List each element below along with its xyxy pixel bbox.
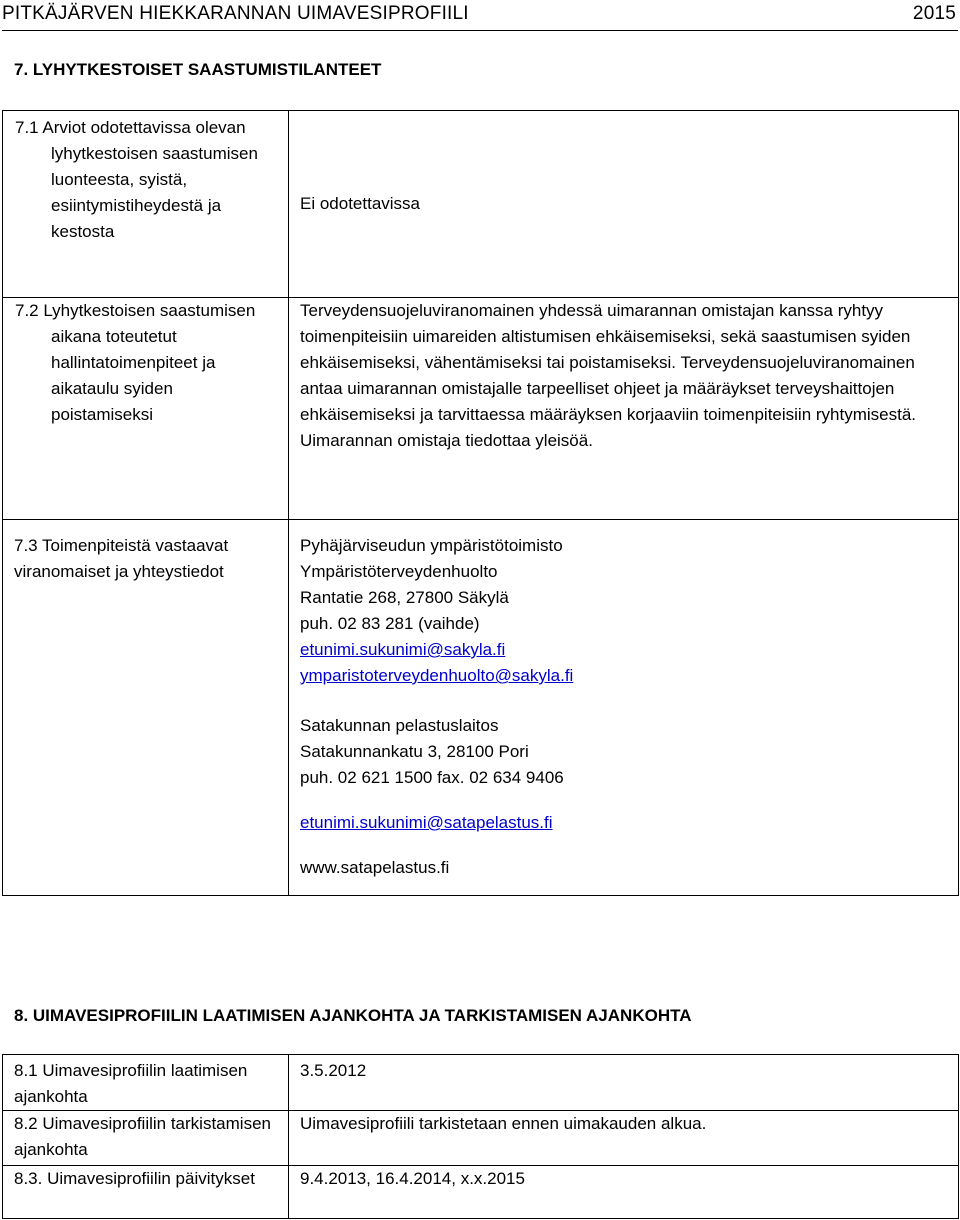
row-label-text: 7.1 Arviot odotettavissa olevan lyhytkestoisen saastumisen luonteesta, syistä, esiintymistiheydestä ja kestosta — [15, 118, 258, 241]
row-value-text: 3.5.2012 — [300, 1061, 367, 1080]
email-link-environment[interactable]: ymparistoterveydenhuolto@sakyla.fi — [300, 666, 574, 685]
row-label-7-1 — [3, 111, 289, 298]
table-row — [3, 111, 959, 298]
row-value-text: Terveydensuojeluviranomainen yhdessä uimarannan omistajan kanssa ryhtyy toimenpiteisiin uimareiden altistumisen ehkäisemiseksi, sekä saastumisen syiden ehkäisemiseksi, vähentämiseksi tai poistamiseksi. Terveydensuojeluviranomainen antaa uimarannan omistajalle tarpeelliset ohjeet ja määräykset terveyshaittojen ehkäisemiseksi ja tarvittaessa määräyksen korjaaviin toimenpiteisiin ryhtymisestä. Uimarannan omistaja tiedottaa yleisöä. — [300, 301, 917, 450]
row-value-text: 9.4.2013, 16.4.2014, x.x.2015 — [300, 1169, 525, 1188]
section-8-title: 8. UIMAVESIPROFIILIN LAATIMISEN AJANKOHTA JA TARKISTAMISEN AJANKOHTA — [14, 1006, 692, 1025]
row-label-text: 7.3 Toimenpiteistä vastaavat viranomaiset ja yhteystiedot — [14, 536, 229, 581]
contact-phone: puh. 02 621 1500 fax. 02 634 9406 — [300, 768, 564, 787]
row-label-text: 8.1 Uimavesiprofiilin laatimisen ajankohta — [14, 1061, 248, 1106]
email-link-rescue[interactable]: etunimi.sukunimi@satapelastus.fi — [300, 813, 553, 832]
contact-address: Rantatie 268, 27800 Säkylä — [300, 588, 509, 607]
contact-org: Pyhäjärviseudun ympäristötoimisto — [300, 536, 563, 555]
section-7-table — [2, 110, 959, 896]
contact-address: Satakunnankatu 3, 28100 Pori — [300, 742, 529, 761]
row-label-8-1 — [3, 1055, 289, 1111]
row-label-7-2 — [3, 298, 289, 520]
document-year: 2015 — [912, 3, 956, 24]
contact-unit: Ympäristöterveydenhuolto — [300, 562, 498, 581]
row-value-7-3 — [289, 520, 959, 896]
section-7-title: 7. LYHYTKESTOISET SAASTUMISTILANTEET — [14, 60, 382, 79]
table-row — [3, 520, 959, 896]
contact-org: Satakunnan pelastuslaitos — [300, 716, 499, 735]
page-header — [2, 0, 958, 31]
table-row — [3, 1055, 959, 1111]
row-value-7-2 — [289, 298, 959, 520]
contact-phone: puh. 02 83 281 (vaihde) — [300, 614, 480, 633]
email-link[interactable]: etunimi.sukunimi@sakyla.fi — [300, 640, 506, 659]
table-row — [3, 298, 959, 520]
document-title: PITKÄJÄRVEN HIEKKARANNAN UIMAVESIPROFIILI — [2, 3, 469, 24]
row-value-8-3 — [289, 1166, 959, 1219]
row-label-8-3 — [3, 1166, 289, 1219]
row-label-8-2 — [3, 1111, 289, 1166]
row-label-7-3 — [3, 520, 289, 896]
row-label-text: 8.2 Uimavesiprofiilin tarkistamisen ajankohta — [14, 1114, 271, 1159]
row-value-text: Ei odotettavissa — [300, 194, 421, 213]
row-value-8-1 — [289, 1055, 959, 1111]
section-8-table — [2, 1054, 959, 1219]
contact-block-rescue — [300, 713, 948, 881]
row-value-text: Uimavesiprofiili tarkistetaan ennen uimakauden alkua. — [300, 1114, 707, 1133]
website-text: www.satapelastus.fi — [300, 858, 450, 877]
row-label-text: 7.2 Lyhytkestoisen saastumisen aikana toteutetut hallintatoimenpiteet ja aikataulu syiden poistamiseksi — [15, 301, 256, 424]
row-value-7-1 — [289, 111, 959, 298]
row-value-8-2 — [289, 1111, 959, 1166]
contact-block-environment — [300, 533, 948, 689]
row-label-text: 8.3. Uimavesiprofiilin päivitykset — [14, 1169, 255, 1188]
table-row — [3, 1111, 959, 1166]
table-row — [3, 1166, 959, 1219]
